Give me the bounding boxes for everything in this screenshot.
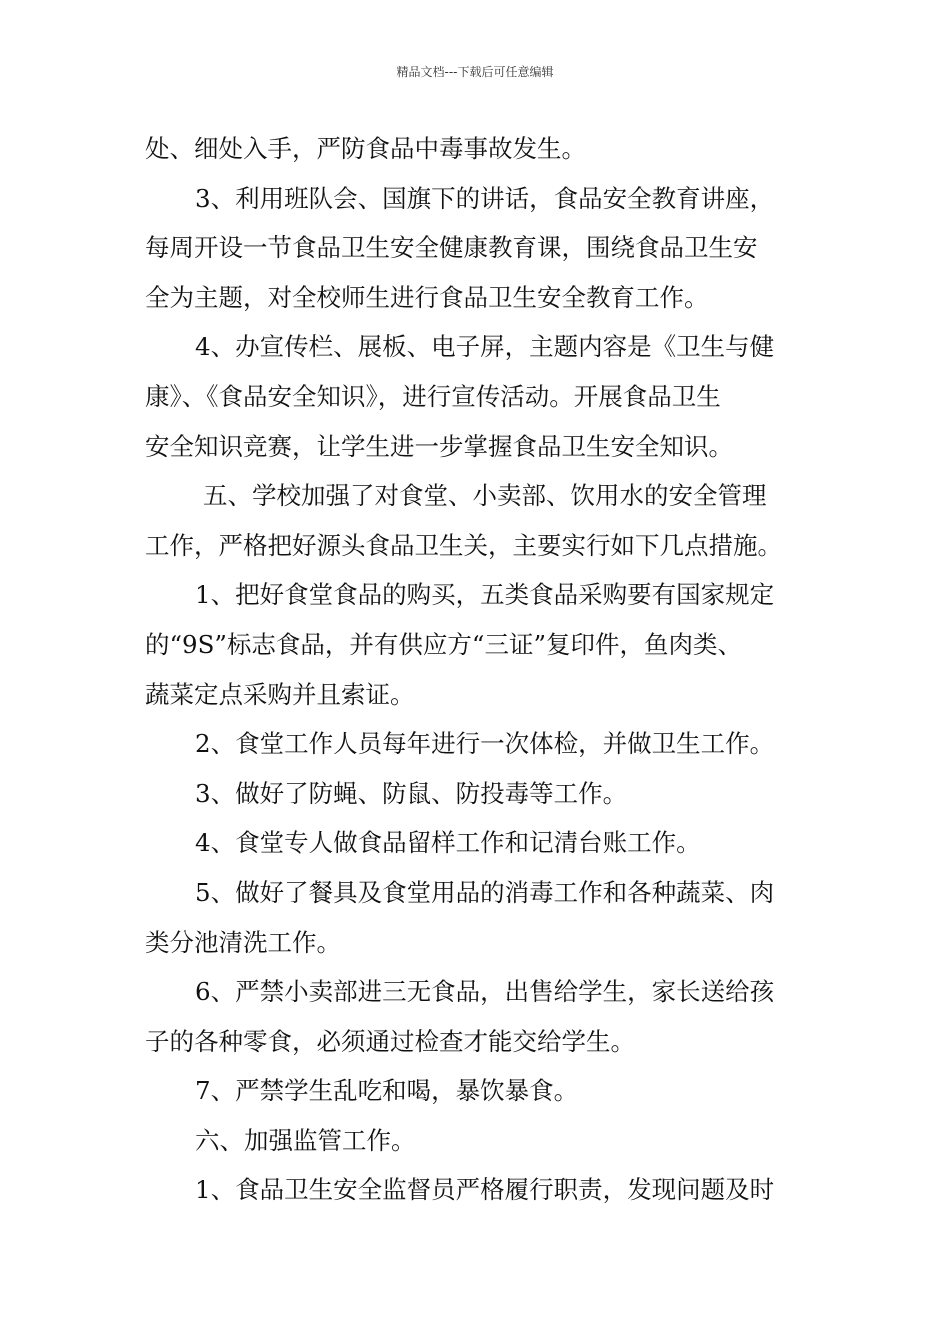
paragraph-line: 3、利用班队会、国旗下的讲话，食品安全教育讲座，: [195, 183, 775, 213]
paragraph-line: 1、食品卫生安全监督员严格履行职责，发现问题及时: [195, 1175, 775, 1205]
paragraph-line: 5、做好了餐具及食堂用品的消毒工作和各种蔬菜、肉: [195, 877, 775, 907]
paragraph-line: 1、把好食堂食品的购买，五类食品采购要有国家规定: [195, 580, 775, 610]
paragraph-line: 6、严禁小卖部进三无食品，出售给学生，家长送给孩: [195, 977, 775, 1007]
paragraph-line: 康》、《食品安全知识》，进行宣传活动。开展食品卫生: [145, 381, 721, 411]
paragraph-line: 的“9S”标志食品，并有供应方“三证”复印件，鱼肉类、: [145, 629, 742, 659]
paragraph-line: 7、严禁学生乱吃和喝，暴饮暴食。: [195, 1076, 579, 1106]
section-heading-line: 六、加强监管工作。: [195, 1125, 416, 1155]
document-body: [145, 124, 817, 1215]
paragraph-line: 工作，严格把好源头食品卫生关，主要实行如下几点措施。: [145, 530, 782, 560]
paragraph-line: 2、食堂工作人员每年进行一次体检，并做卫生工作。: [195, 729, 775, 759]
paragraph-line: 子的各种零食，必须通过检查才能交给学生。: [145, 1026, 635, 1056]
section-heading-line: 五、学校加强了对食堂、小卖部、饮用水的安全管理: [203, 481, 767, 511]
paragraph-line: 安全知识竞赛，让学生进一步掌握食品卫生安全知识。: [145, 431, 733, 461]
paragraph-line: 每周开设一节食品卫生安全健康教育课，围绕食品卫生安: [145, 233, 758, 263]
page-header: 精品文档---下载后可任意编辑: [396, 65, 554, 79]
paragraph-line: 3、做好了防蝇、防鼠、防投毒等工作。: [195, 778, 628, 808]
paragraph-line: 类分池清洗工作。: [145, 927, 341, 957]
paragraph-line: 处、细处入手，严防食品中毒事故发生。: [145, 134, 586, 163]
paragraph-line: 全为主题，对全校师生进行食品卫生安全教育工作。: [145, 282, 709, 312]
paragraph-line: 蔬菜定点采购并且索证。: [145, 679, 415, 709]
paragraph-line: 4、办宣传栏、展板、电子屏，主题内容是《卫生与健: [195, 332, 775, 362]
paragraph-line: 4、食堂专人做食品留样工作和记清台账工作。: [195, 828, 701, 858]
